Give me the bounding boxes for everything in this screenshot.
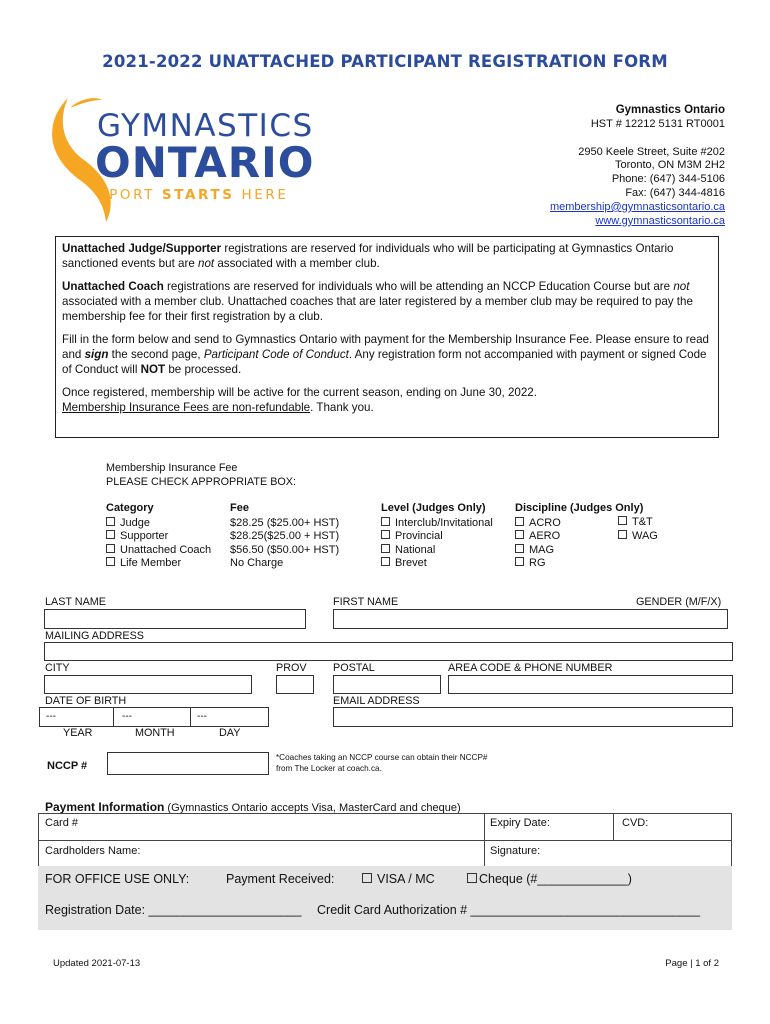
nccp-note: *Coaches taking an NCCP course can obtain their NCCP# from The Locker at coach.ca. [276, 753, 488, 773]
discipline-column-2 [618, 516, 658, 543]
form-title: 2021-2022 UNATTACHED PARTICIPANT REGISTRATION FORM [102, 52, 668, 71]
checkbox-icon [106, 530, 115, 539]
payment-col-divider-2 [613, 813, 614, 840]
first-name-label: FIRST NAME [333, 596, 399, 608]
signature-field[interactable]: Signature: [490, 845, 541, 857]
logo-tagline: SPORT STARTS HERE [98, 187, 289, 203]
checkbox-unattached-coach[interactable]: Unattached Coach [106, 544, 211, 558]
contact-block [550, 104, 725, 228]
day-label: DAY [219, 727, 241, 739]
fax: Fax: (647) 344-4816 [625, 186, 725, 199]
email-input[interactable] [333, 707, 733, 727]
checkbox-aero[interactable]: AERO [515, 530, 643, 544]
page-number: Page | 1 of 2 [665, 958, 719, 969]
first-name-input[interactable] [333, 609, 728, 629]
checkbox-icon [362, 873, 372, 883]
last-name-label: LAST NAME [45, 596, 107, 608]
fee-coach: $56.50 ($50.00+ HST) [230, 543, 340, 556]
checkbox-icon [515, 557, 524, 566]
info-box [55, 236, 719, 438]
payment-col-divider [484, 813, 485, 866]
info-instructions: Fill in the form below and send to Gymnastics Ontario with payment for the Membership Insurance Fee. Please ensure to read and sign the second page, Participant Code of Conduct. Any registration form not accompanied with payment or signed Code of Conduct will NOT be processed. [62, 333, 709, 376]
checkbox-icon [381, 557, 390, 566]
checkbox-icon [106, 517, 115, 526]
checkbox-icon [106, 544, 115, 553]
checkbox-icon [515, 544, 524, 553]
level-column: Level (Judges Only) Interclub/Invitational Provincial National Brevet [381, 502, 493, 569]
phone: Phone: (647) 344-5106 [611, 173, 725, 186]
office-use-label: FOR OFFICE USE ONLY: [45, 872, 190, 886]
nccp-label: NCCP # [47, 760, 88, 772]
info-coach: Unattached Coach registrations are reserved for individuals who will be attending an NCCP Education Course but are not associated with a member club. Unattached coaches that are later registered by a member club may be required to pay the membership fee for their first registration by a club. [62, 280, 693, 323]
expiry-date-field[interactable]: Expiry Date: [490, 817, 550, 829]
registration-date-field[interactable]: Registration Date: ______________________ [45, 903, 302, 917]
logo-word-ontario: ONTARIO [95, 138, 315, 187]
payment-received-label: Payment Received: [226, 872, 335, 886]
postal-input[interactable] [333, 675, 441, 694]
prov-label: PROV [276, 662, 307, 674]
dob-month-select[interactable]: --- [122, 711, 132, 722]
info-judge-supporter: Unattached Judge/Supporter registrations are reserved for individuals who will be participating at Gymnastics Ontario sanctioned events but are not associated with a member club. [62, 242, 674, 270]
checkbox-icon [515, 530, 524, 539]
email-link[interactable]: membership@gymnasticsontario.ca [549, 200, 725, 213]
checkbox-acro[interactable]: ACRO [515, 517, 643, 531]
dob-divider-1 [113, 707, 114, 727]
checkbox-national[interactable]: National [381, 544, 493, 558]
fee-life-member: No Charge [230, 557, 284, 569]
checkbox-icon [381, 530, 390, 539]
checkbox-icon [106, 557, 115, 566]
checkbox-interclub[interactable]: Interclub/Invitational [381, 517, 493, 531]
city-label: CITY [45, 662, 70, 674]
checkbox-wag[interactable]: WAG [618, 530, 658, 544]
year-label: YEAR [63, 727, 93, 739]
category-column: Category Judge Supporter Unattached Coach Life Member [106, 502, 212, 569]
month-label: MONTH [135, 727, 175, 739]
discipline-column: Discipline (Judges Only) ACRO AERO MAG RG [515, 502, 644, 569]
mailing-address-label: MAILING ADDRESS [45, 630, 144, 642]
checkbox-brevet[interactable]: Brevet [381, 557, 493, 571]
checkbox-icon [467, 873, 477, 883]
cvd-field[interactable]: CVD: [622, 817, 649, 829]
dob-day-select[interactable]: --- [197, 711, 207, 722]
credit-card-auth-field[interactable]: Credit Card Authorization # _________________________________ [317, 903, 700, 917]
fee-judge: $28.25 ($25.00+ HST) [230, 516, 340, 529]
fee-heading: Membership Insurance Fee PLEASE CHECK APPROPRIATE BOX: [106, 462, 297, 488]
dob-divider-2 [190, 707, 191, 727]
city-input[interactable] [44, 675, 252, 694]
checkbox-mag[interactable]: MAG [515, 544, 643, 558]
checkbox-supporter[interactable]: Supporter [106, 530, 211, 544]
checkbox-tt[interactable]: T&T [618, 516, 658, 530]
website-link[interactable]: www.gymnasticsontario.ca [595, 214, 725, 227]
logo-word-gymnastics: GYMNASTICS [97, 108, 314, 144]
card-number-field[interactable]: Card # [45, 817, 79, 829]
nccp-input[interactable] [107, 752, 269, 775]
street-address: 2950 Keele Street, Suite #202 [578, 145, 725, 158]
mailing-address-input[interactable] [44, 642, 733, 661]
last-name-input[interactable] [44, 609, 306, 629]
info-season: Once registered, membership will be active for the current season, ending on June 30, 2022. Membership Insurance Fees are non-refundable. Thank you. [62, 386, 537, 414]
checkbox-judge[interactable]: Judge [106, 517, 211, 531]
dob-input-group [39, 707, 269, 727]
checkbox-visa-mc[interactable]: VISA / MC [362, 872, 435, 886]
checkbox-icon [618, 530, 627, 539]
payment-title: Payment Information (Gymnastics Ontario accepts Visa, MasterCard and cheque) [45, 800, 461, 814]
prov-input[interactable] [276, 675, 314, 694]
hst-number: HST # 12212 5131 RT0001 [590, 117, 725, 130]
fee-supporter: $28.25($25.00 + HST) [230, 530, 340, 542]
payment-row-divider [38, 840, 732, 841]
checkbox-icon [381, 517, 390, 526]
checkbox-icon [381, 544, 390, 553]
phone-input[interactable] [448, 675, 733, 694]
gender-label: GENDER (M/F/X) [636, 596, 722, 608]
checkbox-cheque[interactable]: Cheque (#_____________) [467, 872, 632, 886]
fee-column: Fee $28.25 ($25.00+ HST) $28.25($25.00 + HST) $56.50 ($50.00+ HST) No Charge [230, 502, 340, 569]
checkbox-icon [515, 517, 524, 526]
checkbox-icon [618, 516, 627, 525]
checkbox-provincial[interactable]: Provincial [381, 530, 493, 544]
dob-label: DATE OF BIRTH [45, 695, 127, 707]
org-name: Gymnastics Ontario [615, 104, 725, 116]
postal-label: POSTAL [333, 662, 375, 674]
email-label: EMAIL ADDRESS [333, 695, 420, 707]
city-postal: Toronto, ON M3M 2H2 [614, 159, 725, 172]
cardholder-name-field[interactable]: Cardholders Name: [45, 845, 141, 857]
checkbox-rg[interactable]: RG [515, 557, 643, 571]
updated-date: Updated 2021-07-13 [53, 958, 141, 969]
dob-year-select[interactable]: --- [46, 711, 56, 722]
phone-label: AREA CODE & PHONE NUMBER [448, 662, 613, 674]
checkbox-life-member[interactable]: Life Member [106, 557, 211, 571]
